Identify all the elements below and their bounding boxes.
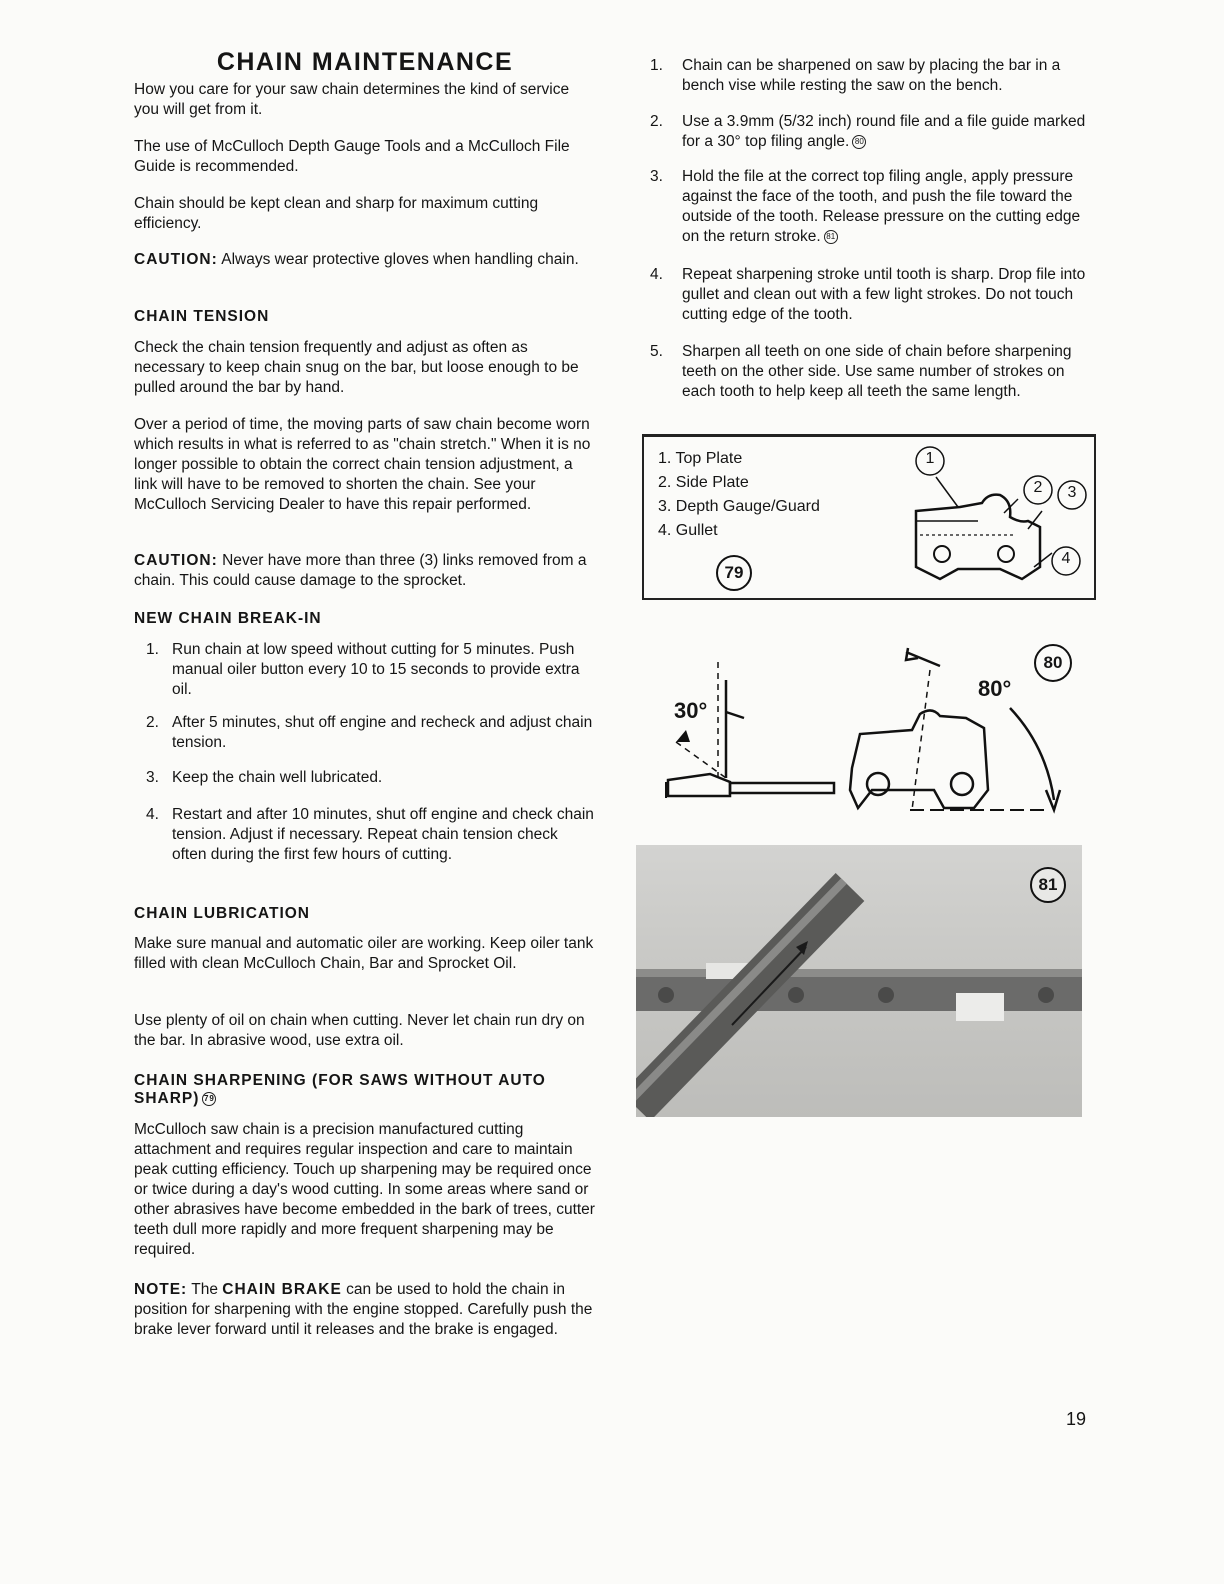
note-label: NOTE:: [134, 1281, 188, 1298]
intro-paragraph: How you care for your saw chain determines the kind of service you will get from it.: [134, 81, 570, 118]
tools-paragraph: The use of McCulloch Depth Gauge Tools and a McCulloch File Guide is recommended.: [134, 138, 570, 175]
figure-ref-79: 79: [202, 1092, 216, 1106]
legend-item: 2. Side Plate: [658, 474, 749, 491]
figure-81-photo: [636, 845, 1082, 1117]
chain-brake-term: CHAIN BRAKE: [222, 1281, 342, 1298]
angle-label-30: 30°: [674, 698, 708, 723]
callout-4: 4: [1061, 550, 1071, 567]
callout-1: 1: [925, 450, 935, 467]
sharpening-paragraph: McCulloch saw chain is a precision manufactured cutting attachment and requires regular inspection and care to maintain peak cutting efficiency. Touch up sharpening may be required once or twice during a day's wood cutting. In some areas where sand or other abrasives have become embedded in the bark of trees, cutter teeth dull more rapidly and more frequent sharpening may be required.: [134, 1121, 595, 1258]
figure-number-79: 79: [716, 555, 752, 591]
lube-paragraph-1: Make sure manual and automatic oiler are working. Keep oiler tank filled with clean McCulloch Chain, Bar and Sprocket Oil.: [134, 935, 594, 972]
sharpening-heading: CHAIN SHARPENING (FOR SAWS WITHOUT AUTO SHARP) 79: [134, 1072, 546, 1107]
note-paragraph: NOTE: The CHAIN BRAKE can be used to hold the chain in position for sharpening with the engine stopped. Carefully push the brake lever forward until it releases and the brake is engaged.: [134, 1281, 593, 1338]
tension-paragraph-2: Over a period of time, the moving parts of saw chain become worn which results in what is referred to as "chain stretch." When it is no longer possible to obtain the correct chain tension adjustment, a link will have to be removed to shorten the chain. See your McCulloch Servicing Dealer to have this repair performed.: [134, 416, 591, 513]
parts-legend: [658, 447, 820, 543]
callout-3: 3: [1067, 484, 1077, 501]
figure-ref-81: 81: [824, 230, 838, 244]
caution-text: Always wear protective gloves when handling chain.: [221, 251, 579, 268]
legend-item: 3. Depth Gauge/Guard: [658, 498, 820, 515]
page-title: CHAIN MAINTENANCE: [216, 48, 514, 76]
figure-number-80: 80: [1034, 644, 1072, 682]
figure-number-81: 81: [1030, 867, 1066, 903]
caution-gloves: [134, 250, 596, 270]
legend-item: 1. Top Plate: [658, 450, 743, 467]
filing-angle-diagram: [640, 630, 1090, 830]
caution-links: [134, 551, 596, 591]
lubrication-heading: CHAIN LUBRICATION: [134, 905, 311, 922]
legend-item: 4. Gullet: [658, 522, 718, 539]
caution-label: CAUTION:: [134, 552, 218, 569]
angle-label-80: 80°: [978, 676, 1012, 701]
figure-ref-80: 80: [852, 135, 866, 149]
figure-79-box: [642, 434, 1096, 600]
tension-paragraph-1: Check the chain tension frequently and adjust as often as necessary to keep chain snug on the bar, but loose enough to be pulled around the bar by hand.: [134, 339, 579, 396]
break-in-heading: NEW CHAIN BREAK-IN: [134, 610, 322, 627]
page-number: 19: [1066, 1409, 1087, 1429]
figure-80: [640, 630, 1090, 830]
caution-label: CAUTION:: [134, 251, 218, 268]
callout-2: 2: [1033, 479, 1043, 496]
file-on-chain-photo: [636, 845, 1082, 1117]
caution-text: Never have more than three (3) links removed from a chain. This could cause damage to the sprocket.: [134, 552, 587, 589]
lube-paragraph-2: Use plenty of oil on chain when cutting. Never let chain run dry on the bar. In abrasive wood, use extra oil.: [134, 1012, 585, 1049]
clean-paragraph: Chain should be kept clean and sharp for maximum cutting efficiency.: [134, 195, 539, 232]
chain-tension-heading: CHAIN TENSION: [134, 308, 270, 325]
